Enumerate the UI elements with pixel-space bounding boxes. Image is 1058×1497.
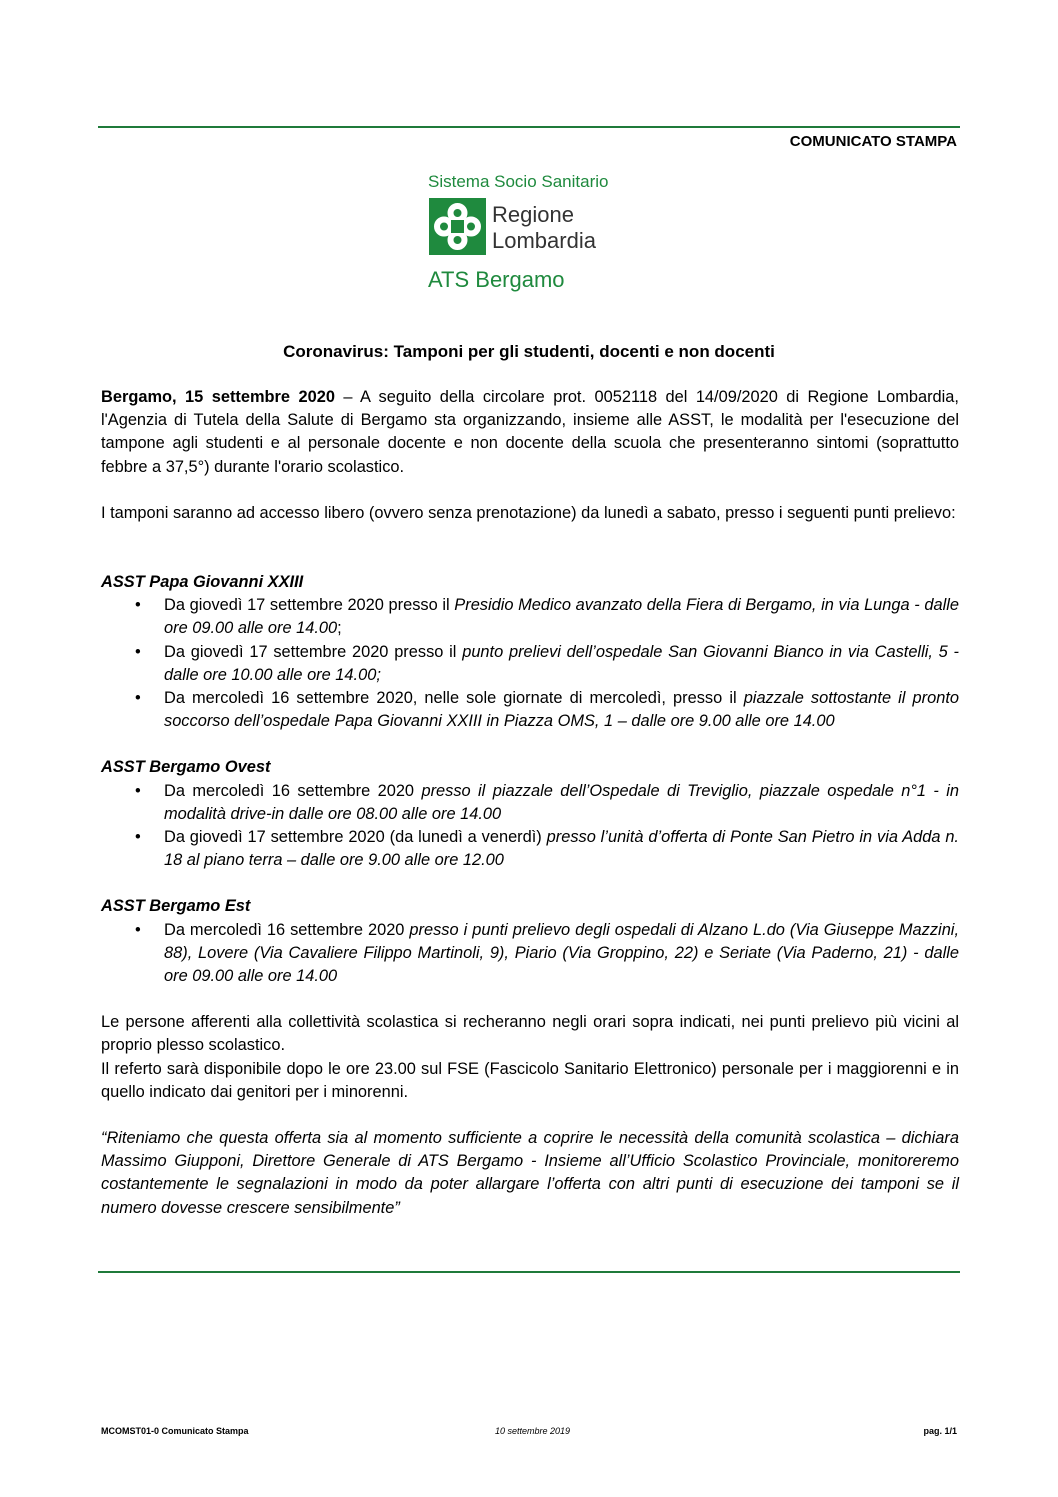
list-item: • Da giovedì 17 settembre 2020 (da lunedì a venerdì) presso l’unità d’offerta di Ponte San Pietro in via Adda n. 18 al piano terra – dalle ore 9.00 alle ore 12.00 [101,826,959,872]
logo-cross-icon [429,198,486,255]
logo-region-text: Regione Lombardia [492,202,596,253]
footer-date: 10 settembre 2019 [495,1426,571,1436]
header-divider [98,126,960,128]
logo-system-text: Sistema Socio Sanitario [428,172,609,191]
closing-paragraph: Il referto sarà disponibile dopo le ore 23.00 sul FSE (Fascicolo Sanitario Elettronico) personale per i maggiorenni e in quello indicato dai genitori per i minorenni. [101,1059,959,1101]
footer-doc-code: MCOMST01-0 Comunicato Stampa [101,1426,249,1436]
intro-paragraph: Bergamo, 15 settembre 2020 – A seguito della circolare prot. 0052118 del 14/09/2020 di Regione Lombardia, l'Agenzia di Tutela della Salute di Bergamo sta organizzando, insieme alle ASST, le modalità per l'esecuzione del tampone agli studenti e al personale docente e non docente della scuola che presenteranno sintomi (soprattutto febbre a 37,5°) durante l'orario scolastico. [101,388,959,476]
section-heading: ASST Bergamo Ovest [101,758,271,777]
closing-paragraph: Le persone afferenti alla collettività scolastica si recheranno negli orari sopra indicati, nei punti prelievo più vicini al proprio plesso scolastico. [101,1013,959,1055]
document-body [101,386,959,1220]
section-heading: ASST Papa Giovanni XXIII [101,573,304,592]
document-title: Coronavirus: Tamponi per gli studenti, docenti e non docenti [283,342,775,361]
location-list [101,594,959,733]
ats-logo [428,172,638,292]
list-item: • Da mercoledì 16 settembre 2020 presso i punti prelievo degli ospedali di Alzano L.do (Via Giuseppe Mazzini, 88), Lovere (Via Cavaliere Filippo Martinoli, 9), Piario (Via Groppino, 22) e Seriate (Via Paderno, 21) - dalle ore 09.00 alle ore 14.00 [101,919,959,989]
section-heading: ASST Bergamo Est [101,897,251,916]
location-list [101,780,959,873]
logo-agency-text: ATS Bergamo [428,267,565,292]
list-item: • Da mercoledì 16 settembre 2020, nelle sole giornate di mercoledì, presso il piazzale sottostante il pronto soccorso dell’ospedale Papa Giovanni XXIII in Piazza OMS, 1 – dalle ore 9.00 alle ore 14.00 [101,687,959,733]
press-release-label: COMUNICATO STAMPA [789,133,957,150]
list-item: • Da giovedì 17 settembre 2020 presso il punto prelievi dell’ospedale San Giovanni Bianco in via Castelli, 5 - dalle ore 10.00 alle ore 14.00; [101,641,959,687]
list-item: • Da giovedì 17 settembre 2020 presso il Presidio Medico avanzato della Fiera di Bergamo, in via Lunga - dalle ore 09.00 alle ore 14.00; [101,594,959,640]
list-item: • Da mercoledì 16 settembre 2020 presso il piazzale dell’Ospedale di Treviglio, piazzale ospedale n°1 - in modalità drive-in dalle ore 08.00 alle ore 14.00 [101,780,959,826]
access-paragraph: I tamponi saranno ad accesso libero (ovvero senza prenotazione) da lunedì a sabato, presso i seguenti punti prelievo: [101,503,956,522]
location-list [101,919,959,989]
quote-paragraph: “Riteniamo che questa offerta sia al momento sufficiente a coprire le necessità della comunità scolastica – dichiara Massimo Giupponi, Direttore Generale di ATS Bergamo - Insieme all’Ufficio Scolastico Provinciale, monitoreremo costantemente le segnalazioni in modo da poter allargare l’offerta con altri punti di esecuzione dei tamponi se il numero dovesse crescere sensibilmente” [101,1129,959,1217]
footer-page-number: pag. 1/1 [923,1426,957,1436]
footer-divider [98,1271,960,1273]
